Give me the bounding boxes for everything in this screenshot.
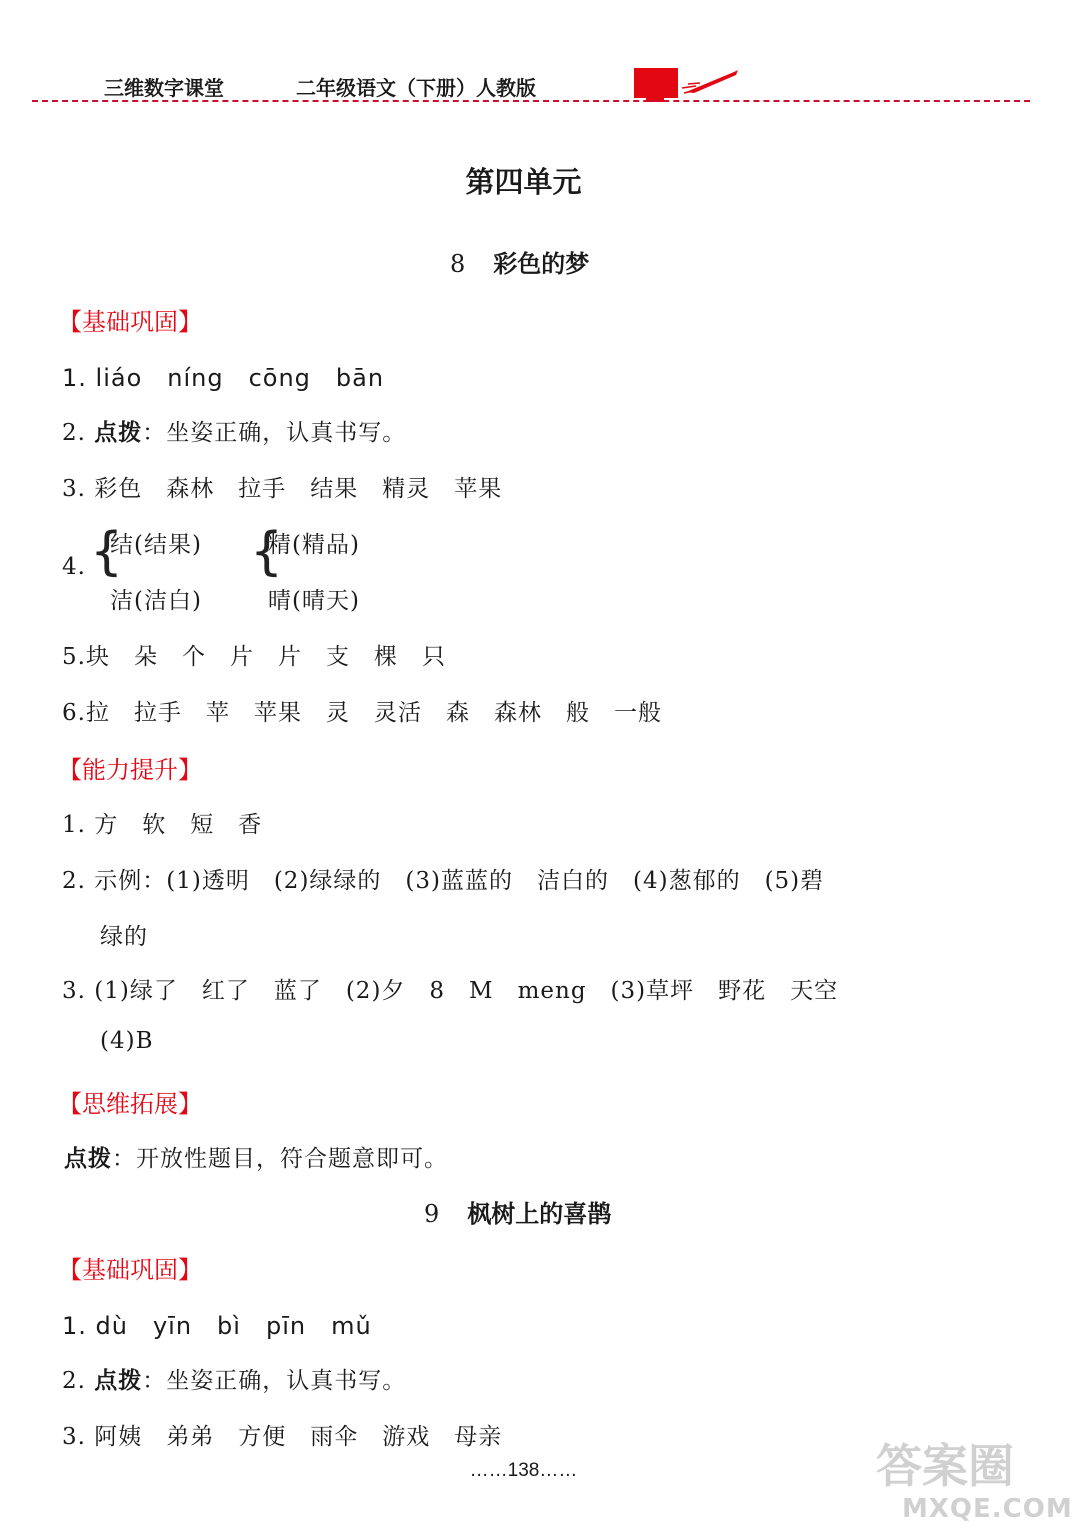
lesson-number: 8: [450, 250, 466, 278]
item-number: 2.: [62, 420, 95, 446]
answer-line: 3. 阿姨 弟弟 方便 雨伞 游戏 母亲: [62, 1424, 503, 1450]
answer-line: 1. dù yīn bì pīn mǔ: [62, 1312, 372, 1340]
hint-text: ：坐姿正确，认真书写。: [142, 420, 407, 446]
answer-line: 1. liáo níng cōng bān: [62, 364, 385, 392]
answer-line: 3. (1)绿了 红了 蓝了 (2)夕 8 M meng (3)草坪 野花 天空: [62, 978, 839, 1004]
answer-line: 1. 方 软 短 香: [62, 812, 263, 838]
header-book-title: 二年级语文（下册）人教版: [296, 76, 536, 100]
group-word: 结(结果): [110, 532, 202, 558]
watermark-url: MXQE.COM: [902, 1494, 1073, 1524]
item-number: 4.: [62, 554, 86, 580]
answer-line-continuation: (4)B: [100, 1028, 154, 1054]
hint-label: 点拨: [94, 419, 143, 446]
hint-text: ：开放性题目，符合题意即可。: [112, 1146, 448, 1172]
group-word: 洁(洁白): [110, 588, 202, 614]
answer-line: [62, 414, 406, 447]
answer-line-continuation: 绿的: [100, 924, 148, 950]
section-heading: 【思维拓展】: [58, 1090, 202, 1118]
page-dots-left: ……: [469, 1460, 508, 1481]
answer-line: 3. 彩色 森林 拉手 结果 精灵 苹果: [62, 476, 503, 502]
section-heading: 【基础巩固】: [58, 1256, 202, 1284]
answer-line: 2. 示例：(1)透明 (2)绿绿的 (3)蓝蓝的 洁白的 (4)葱郁的 (5)碧: [62, 868, 825, 894]
item-number: 2.: [62, 1368, 95, 1394]
section-heading: 【能力提升】: [58, 756, 202, 784]
unit-title: 第四单元: [465, 165, 582, 199]
lesson-name: 彩色的梦: [493, 250, 590, 278]
header-divider: [32, 100, 1030, 102]
page-number-value: 138: [507, 1460, 540, 1481]
lesson-name: 枫树上的喜鹊: [467, 1200, 612, 1228]
flag-icon: [634, 68, 678, 98]
answer-line: 5.块 朵 个 片 片 支 棵 只: [62, 644, 446, 670]
group-word: 晴(晴天): [268, 588, 360, 614]
lesson-title: [450, 244, 589, 279]
answer-line: [64, 1140, 448, 1173]
brace-icon: {: [90, 522, 124, 582]
watermark-logo: 答案圈: [876, 1439, 1014, 1493]
header-brand: 三维数字课堂: [104, 76, 224, 100]
page-dots-right: ……: [539, 1460, 578, 1481]
group-word: 精(精品): [268, 532, 360, 558]
hint-label: 点拨: [64, 1145, 112, 1172]
answer-line: 6.拉 拉手 苹 苹果 灵 灵活 森 森林 般 一般: [62, 700, 662, 726]
section-heading: 【基础巩固】: [58, 308, 202, 336]
lesson-title: [424, 1194, 611, 1229]
rocket-icon: [680, 66, 742, 96]
hint-label: 点拨: [94, 1367, 143, 1394]
lesson-number: 9: [424, 1200, 440, 1228]
answer-line: [62, 1362, 406, 1395]
hint-text: ：坐姿正确，认真书写。: [142, 1368, 407, 1394]
brace-icon: {: [250, 522, 284, 582]
